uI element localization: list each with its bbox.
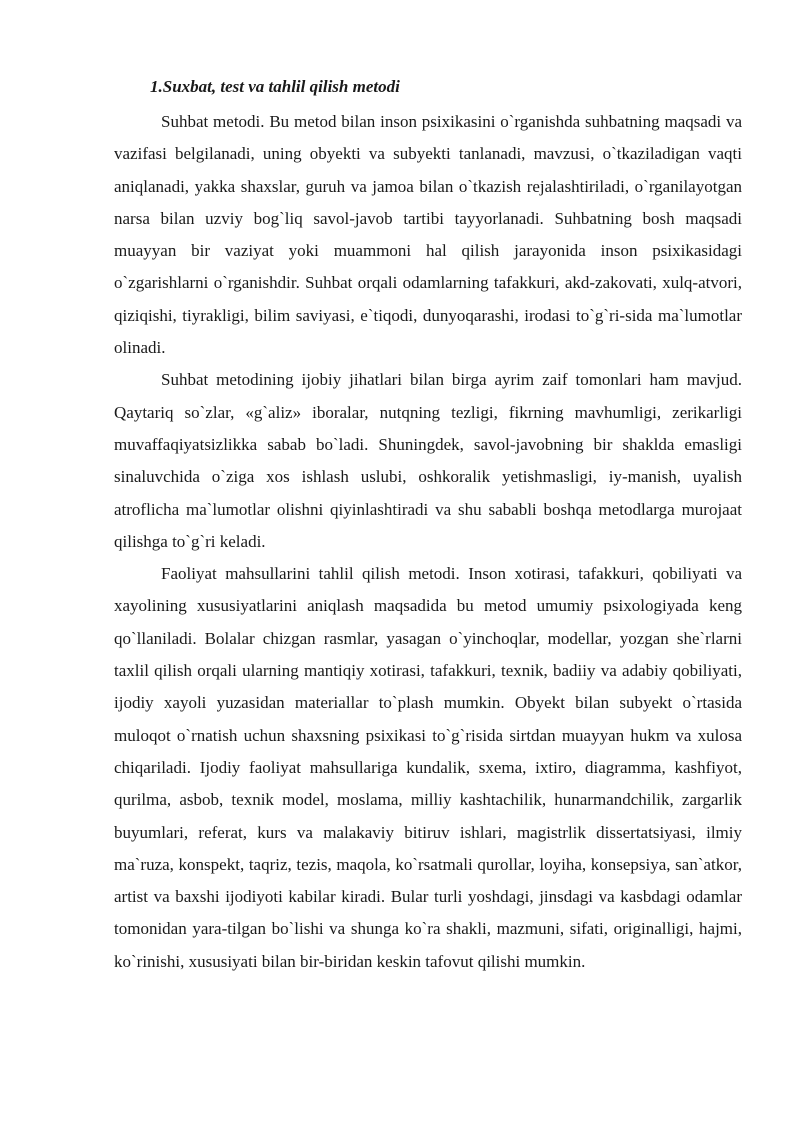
paragraph-method-weaknesses: Suhbat metodining ijobiy jihatlari bilan birga ayrim zaif tomonlari ham mavjud. Qaytariq so`zlar, «g`aliz» iboralar, nutqning tezligi, fikrning mavhumligi, zerikarligi muvaffaqiyatsizlikka sabab bo`ladi. Shuningdek, savol-javobning bir shaklda emasligi sinaluvchida o`ziga xos ishlash uslubi, oshkoralik yetishmasligi, iy-manish, uyalish atroflicha ma`lumotlar olishni qiyinlashtiradi va shu sababli boshqa metodlarga murojaat qilishga to`g`ri keladi.	[114, 370, 742, 551]
section-heading: 1.Suxbat, test va tahlil qilish metodi	[150, 77, 400, 96]
paragraph-conversation-method: Suhbat metodi. Bu metod bilan inson psixikasini o`rganishda suhbatning maqsadi va vazifasi belgilanadi, uning obyekti va subyekti tanlanadi, mavzusi, o`tkaziladigan vaqti aniqlanadi, yakka shaxslar, guruh va jamoa bilan o`tkazish rejalashtiriladi, o`rganilayotgan narsa bilan uzviy bog`liq savol-javob tartibi tayyorlanadi. Suhbatning bosh maqsadi muayyan bir vaziyat yoki muammoni hal qilish jarayonida inson psixikasidagi o`zgarishlarni o`rganishdir. Suhbat orqali odamlarning tafakkuri, akd-zakovati, xulq-atvori, qiziqishi, tiyrakligi, bilim saviyasi, e`tiqodi, dunyoqarashi, irodasi to`g`ri-sida ma`lumotlar olinadi.	[114, 112, 742, 358]
body-text	[114, 106, 742, 978]
paragraph-activity-product-analysis: Faoliyat mahsullarini tahlil qilish metodi. Inson xotirasi, tafakkuri, qobiliyati va xayolining xususiyatlarini aniqlash maqsadida bu metod umumiy psixologiyada keng qo`llaniladi. Bolalar chizgan rasmlar, yasagan o`yinchoqlar, modellar, yozgan she`rlarni taxlil qilish orqali ularning mantiqiy xotirasi, tafakkuri, texnik, badiiy va adabiy qobiliyati, ijodiy xayoli yuzasidan materiallar to`plash mumkin. Obyekt bilan subyekt o`rtasida muloqot o`rnatish uchun shaxsning psixikasi to`g`risida sirtdan muayyan hukm va xulosa chiqariladi. Ijodiy faoliyat mahsullariga kundalik, sxema, ixtiro, diagramma, kashfiyot, qurilma, asbob, texnik model, moslama, milliy kashtachilik, hunarmandchilik, zargarlik buyumlari, referat, kurs va malakaviy bitiruv ishlari, magistrlik dissertatsiyasi, ilmiy ma`ruza, konspekt, taqriz, tezis, maqola, ko`rsatmali qurollar, loyiha, konsepsiya, san`atkor, artist va baxshi ijodiyoti kabilar kiradi. Bular turli yoshdagi, jinsdagi va kasbdagi odamlar tomonidan yara-tilgan bo`lishi va shunga ko`ra shakli, mazmuni, sifati, originalligi, hajmi, ko`rinishi, xususiyati bilan bir-biridan keskin tafovut qilishi mumkin.	[114, 564, 742, 971]
